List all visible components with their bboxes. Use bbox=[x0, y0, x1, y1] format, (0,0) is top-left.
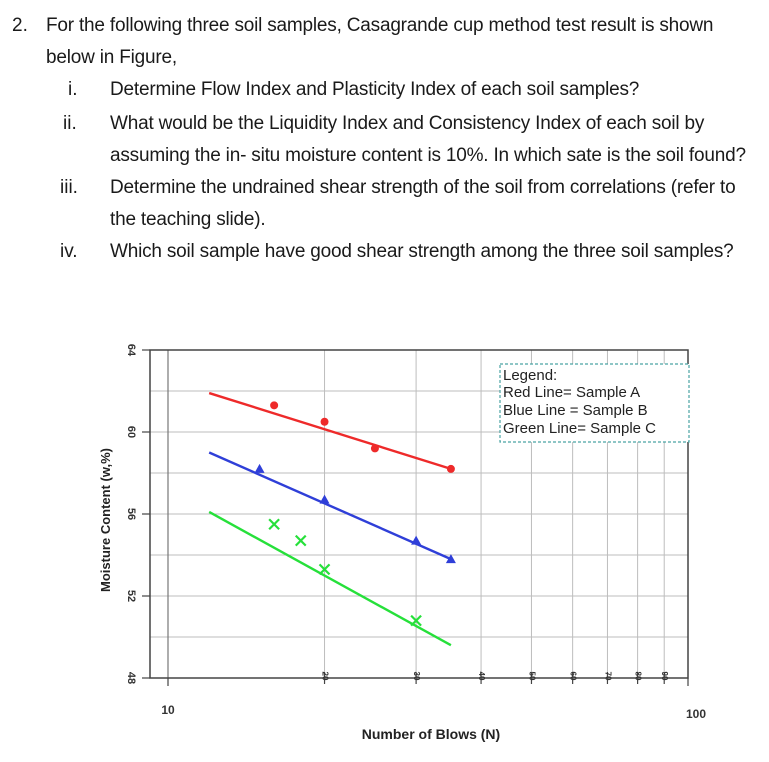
legend-entry-a: Red Line= Sample A bbox=[503, 384, 641, 401]
y-tick-label: 52 bbox=[125, 589, 137, 603]
chart-legend bbox=[500, 364, 689, 442]
question-intro-line-2: below in Figure, bbox=[46, 47, 177, 68]
item-iii-line-1: Determine the undrained shear strength of the soil from correlations (refer to bbox=[110, 177, 736, 198]
item-marker-i: i. bbox=[68, 79, 78, 100]
x-tick-label: 40 bbox=[477, 671, 487, 681]
item-marker-ii: ii. bbox=[63, 113, 77, 134]
question-number: 2. bbox=[12, 15, 28, 36]
point-a bbox=[371, 444, 379, 452]
x-tick-label: 30 bbox=[412, 671, 422, 681]
x-axis-label: Number of Blows (N) bbox=[361, 726, 501, 742]
item-ii-line-1: What would be the Liquidity Index and Consistency Index of each soil by bbox=[110, 113, 705, 134]
y-tick-label: 56 bbox=[125, 507, 137, 521]
x-tick-label: 80 bbox=[633, 671, 643, 681]
item-marker-iii: iii. bbox=[60, 177, 78, 198]
x-tick-label-major: 100 bbox=[685, 707, 707, 721]
y-axis-label: Moisture Content (w,%) bbox=[98, 448, 113, 592]
legend-entry-c: Green Line= Sample C bbox=[503, 420, 657, 437]
x-tick-label: 50 bbox=[527, 671, 537, 681]
item-marker-iv: iv. bbox=[60, 241, 78, 262]
x-tick-label-major: 10 bbox=[161, 703, 175, 717]
point-b bbox=[411, 536, 421, 545]
flow-curve-chart bbox=[0, 322, 769, 762]
item-iii-line-2: the teaching slide). bbox=[110, 209, 266, 230]
legend-title: Legend: bbox=[503, 367, 558, 384]
point-b bbox=[255, 464, 265, 473]
item-i-line-1: Determine Flow Index and Plasticity Index of each soil samples? bbox=[110, 79, 640, 100]
item-ii-line-2: assuming the in- situ moisture content is 10%. In which sate is the soil found? bbox=[110, 145, 746, 166]
y-tick-label: 48 bbox=[125, 671, 137, 685]
series-lines bbox=[209, 393, 451, 645]
series-line-c bbox=[209, 512, 451, 645]
point-c bbox=[269, 519, 279, 529]
x-tick-label: 20 bbox=[320, 671, 330, 681]
point-b bbox=[320, 495, 330, 504]
item-iv-line-1: Which soil sample have good shear strength among the three soil samples? bbox=[110, 241, 734, 262]
legend-entry-b: Blue Line = Sample B bbox=[503, 402, 648, 419]
x-tick-label: 70 bbox=[603, 671, 613, 681]
x-tick-label: 60 bbox=[568, 671, 578, 681]
point-c bbox=[296, 536, 306, 546]
point-a bbox=[270, 401, 278, 409]
question-intro-line-1: For the following three soil samples, Casagrande cup method test result is shown bbox=[46, 15, 714, 36]
series-line-a bbox=[209, 393, 451, 469]
x-tick-label: 90 bbox=[660, 671, 670, 681]
y-tick-label: 64 bbox=[125, 343, 137, 357]
point-a bbox=[447, 465, 455, 473]
y-tick-label: 60 bbox=[125, 425, 137, 439]
point-a bbox=[321, 418, 329, 426]
